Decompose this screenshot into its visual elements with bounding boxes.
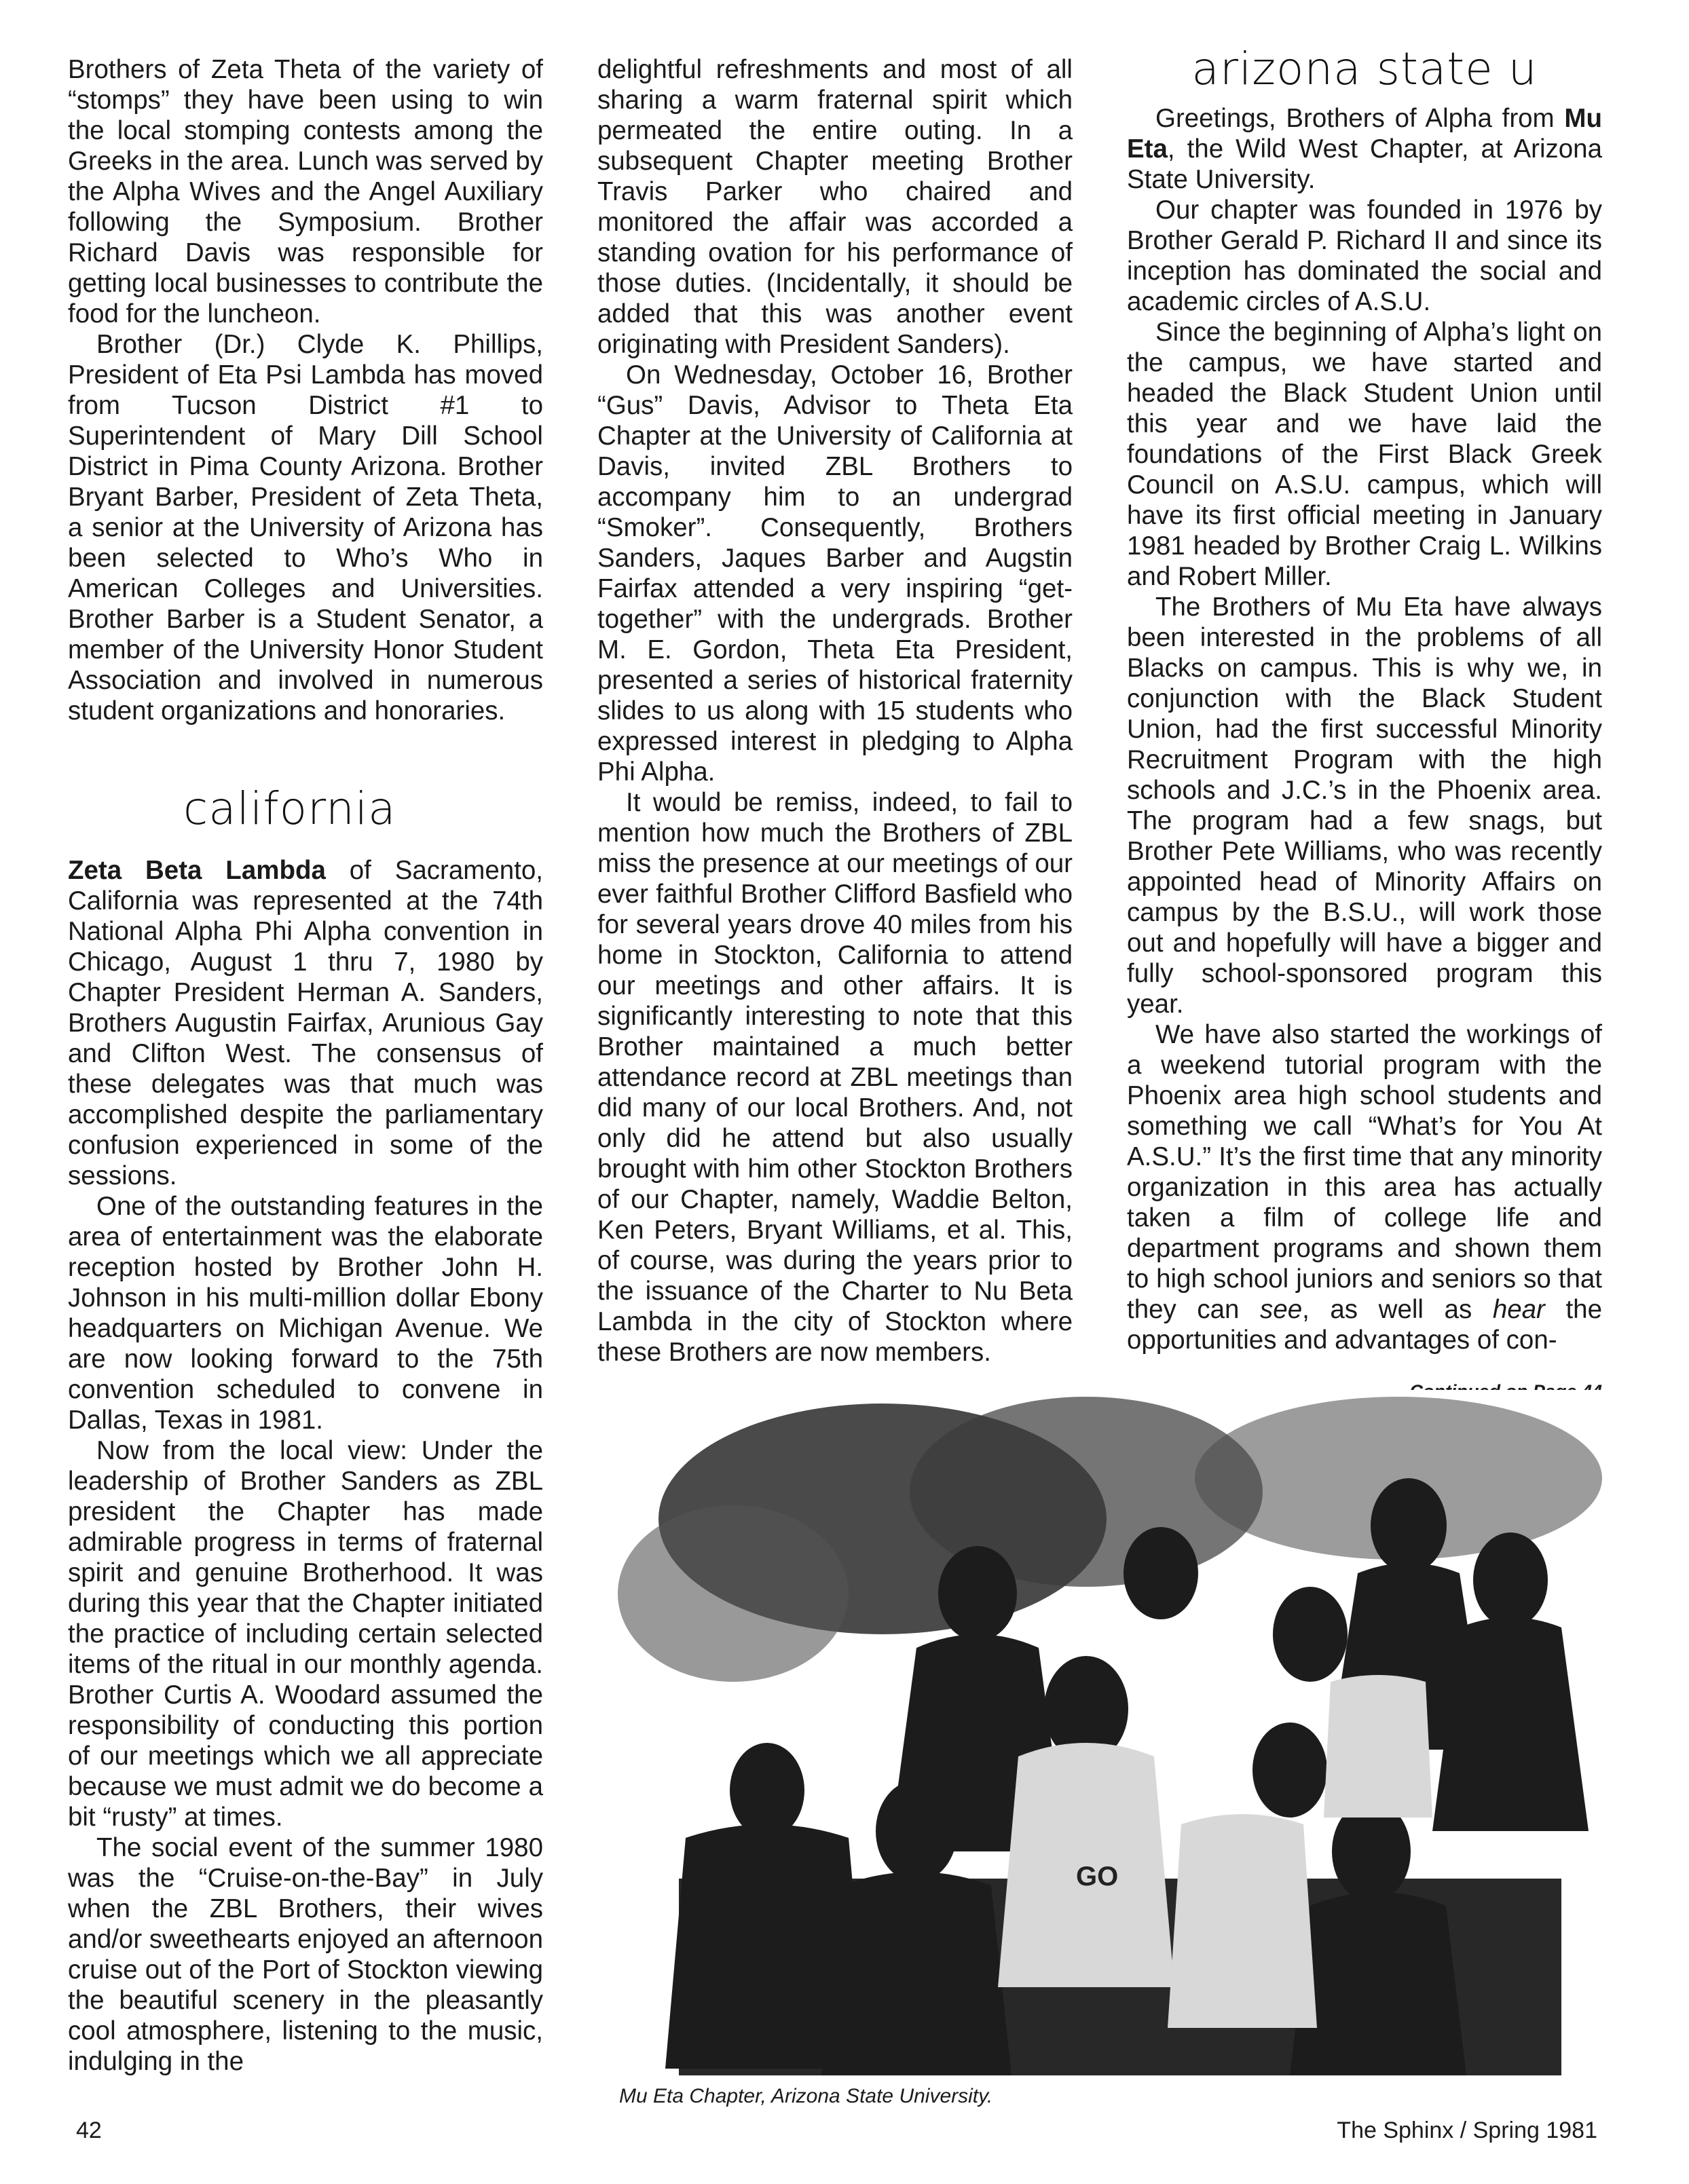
section-heading-arizona-state: arizona state u [1191, 43, 1538, 95]
column-middle [597, 54, 1073, 1368]
paragraph-text: the opportunities and advantages of con- [1127, 1295, 1602, 1355]
paragraph: Since the beginning of Alpha’s light on the campus, we have started and headed the Black Student Union until this year and we have laid the foundations of the First Black Greek Council on A.S.U. campus, which will have its first official meeting in January 1981 headed by Brother Craig L. Wilkins and Robert Miller. [1127, 318, 1602, 591]
page-number: 42 [76, 2117, 102, 2143]
paragraph: On Wednesday, October 16, Brother “Gus” Davis, Advisor to Theta Eta Chapter at the University of California at Davis, invited ZBL Brothers to accompany him to an undergrad “Smoker”. Consequently, Brothers Sanders, Jaques Barber and Augstin Fairfax attended a very inspiring “get-together” with the undergrads. Brother M. E. Gordon, Theta Eta President, presented a series of historical fraternity slides to us along with 15 students who expressed interest in pledging to Alpha Phi Alpha. [597, 360, 1073, 787]
paragraph [1127, 1019, 1602, 1355]
paragraph: It would be remiss, indeed, to fail to mention how much the Brothers of ZBL miss the presence at our meetings of our ever faithful Brother Clifford Basfield who for several years drove 40 miles from his home in Stockton, California to attend our meetings and other affairs. It is significantly interesting to note that this Brother maintained a much better attendance record at ZBL meetings than did many of our local Brothers. And, not only did he attend but also usually brought with him other Stockton Brothers of our Chapter, namely, Waddie Belton, Ken Peters, Bryant Williams, et al. This, of course, was during the years prior to the issuance of the Charter to Nu Beta Lambda in the city of Stockton where these Brothers are now members. [597, 788, 1073, 1367]
photo-caption: Mu Eta Chapter, Arizona State University. [619, 2085, 993, 2107]
paragraph: Brother (Dr.) Clyde K. Phillips, President of Eta Psi Lambda has moved from Tucson District #1 to Superintendent of Mary Dill School District in Pima County Arizona. Brother Bryant Barber, President of Zeta Theta, a senior at the University of Arizona has been selected to Who’s Who in American Colleges and Universities. Brother Barber is a Student Senator, a member of the University Honor Student Association and involved in numerous student organizations and honoraries. [68, 330, 543, 726]
paragraph: The social event of the summer 1980 was the “Cruise-on-the-Bay” in July when the ZBL Brothers, their wives and/or sweethearts enjoyed an afternoon cruise out of the Port of Stockton viewing the beautiful scenery in the pleasantly cool atmosphere, listening to the music, indulging in the [68, 1833, 543, 2076]
paragraph: Brothers of Zeta Theta of the variety of “stomps” they have been using to win the local stomping contests among the Greeks in the area. Lunch was served by the Alpha Wives and the Angel Auxiliary following the Symposium. Brother Richard Davis was responsible for getting local businesses to contribute the food for the luncheon. [68, 55, 543, 328]
section-heading-california: california [183, 783, 396, 835]
paragraph [1127, 103, 1602, 195]
column-right [1127, 103, 1602, 1355]
emphasis: hear [1492, 1295, 1545, 1324]
group-photo [597, 1390, 1613, 2075]
publication-footer: The Sphinx / Spring 1981 [1337, 2117, 1597, 2143]
chapter-name: Zeta Beta Lambda [68, 856, 326, 885]
paragraph [68, 855, 543, 1191]
paragraph: Now from the local view: Under the leadership of Brother Sanders as ZBL president the Chapter has made admirable progress in terms of fraternal spirit and genuine Brotherhood. It was during this year that the Chapter initiated the practice of including certain selected items of the ritual in our monthly agenda. Brother Curtis A. Woodard assumed the responsibility of conducting this portion of our meetings which we all appreciate because we must admit we do become a bit “rusty” at times. [68, 1436, 543, 1832]
paragraph: The Brothers of Mu Eta have always been interested in the problems of all Blacks on campus. This is why we, in conjunction with the Black Student Union, had the first successful Minority Recruitment Program with the high schools and J.C.’s in the Phoenix area. The program had a few snags, but Brother Pete Williams, who was recently appointed head of Minority Affairs on campus by the B.S.U., will work those out and hopefully will have a bigger and fully school-sponsored program this year. [1127, 592, 1602, 1019]
shirt-lettering: GO [1076, 1862, 1119, 1891]
paragraph-text: , the Wild West Chapter, at Arizona State University. [1127, 134, 1602, 194]
emphasis: see [1260, 1295, 1303, 1324]
column-left [68, 54, 543, 2077]
paragraph: delightful refreshments and most of all sharing a warm fraternal spirit which permeated the entire outing. In a subsequent Chapter meeting Brother Travis Parker who chaired and monitored the affair was accorded a standing ovation for his performance of those duties. (Incidentally, it should be added that this was another event originating with President Sanders). [597, 55, 1073, 359]
paragraph: One of the outstanding features in the area of entertainment was the elaborate reception hosted by Brother John H. Johnson in his multi-million dollar Ebony headquarters on Michigan Avenue. We are now looking forward to the 75th convention scheduled to convene in Dallas, Texas in 1981. [68, 1192, 543, 1435]
paragraph-text: Greetings, Brothers of Alpha from [1155, 104, 1565, 133]
paragraph-text: of Sacramento, California was represented at the 74th National Alpha Phi Alpha convention in Chicago, August 1 thru 7, 1980 by Chapter President Herman A. Sanders, Brothers Augustin Fairfax, Arunious Gay and Clifton West. The consensus of these delegates was that much was accomplished despite the parliamentary confusion experienced in some of the sessions. [68, 856, 543, 1190]
chapter-name: Mu Eta [1127, 104, 1602, 164]
paragraph-text: , as well as [1302, 1295, 1493, 1324]
paragraph-text: We have also started the workings of a weekend tutorial program with the Phoenix area high school students and something we call “What’s for You At A.S.U.” It’s the first time that any minority organization in this area has actually taken a film of college life and department programs and shown them to high school juniors and seniors so that they can [1127, 1020, 1602, 1324]
paragraph: Our chapter was founded in 1976 by Brother Gerald P. Richard II and since its inception has dominated the social and academic circles of A.S.U. [1127, 195, 1602, 316]
